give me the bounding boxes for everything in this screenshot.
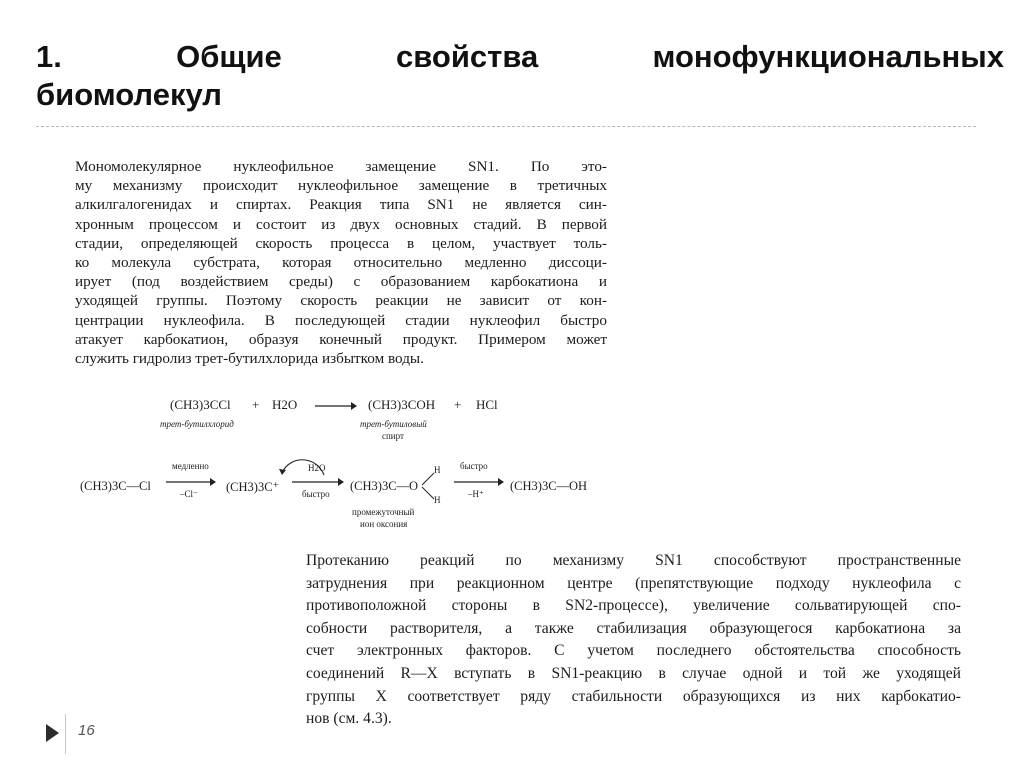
water-label: H2O [308, 463, 326, 473]
product-label: спирт [382, 431, 404, 441]
scanned-paragraph-top [75, 157, 607, 368]
slow-arrow [166, 477, 216, 487]
title-word: 1. [36, 39, 62, 74]
title-word: монофункциональных [652, 39, 1004, 74]
reactant-formula: (CH3)3CCl [170, 397, 231, 412]
text-line: му механизму происходит нуклеофильное замещение в третичных [75, 177, 607, 195]
text-line: соединений R—X вступать в SN1-реакцию в случае одной и той же уходящей [306, 664, 961, 682]
text-line: нов (см. 4.3). [306, 710, 392, 728]
product-label: трет-бутиловый [360, 419, 427, 429]
substrate-formula: (CH3)3C—Cl [80, 479, 151, 493]
fast-arrow [292, 477, 344, 487]
text-line: Протеканию реакций по механизму SN1 способствуют пространственные [306, 552, 961, 569]
title-word: Общие [176, 39, 282, 74]
page-number: 16 [78, 722, 95, 739]
text-line: уходящей группы. Поэтому скорость реакции не зависит от кон- [75, 292, 607, 310]
scanned-paragraph-bottom [306, 550, 961, 731]
text-line: хронным процессом и состоит из двух основных стадий. В первой [75, 215, 607, 233]
hydrogen-bottom: H [434, 495, 441, 505]
title-line-2: биомолекул [36, 77, 222, 112]
text-line: группы X соответствует ряду стабильности образующихся из них карбокатио- [306, 687, 961, 705]
next-slide-arrow-icon[interactable] [46, 724, 59, 742]
plus-sign: + [454, 397, 462, 412]
intermediate-label: ион оксония [360, 519, 408, 529]
reactant-label: трет-бутилхлорид [160, 419, 234, 429]
title-word: свойства [396, 39, 539, 74]
hydrolysis-equation [160, 395, 520, 445]
text-line: собности растворителя, а также стабилизация образующегося карбокатиона за [306, 619, 961, 637]
plus-sign: + [252, 397, 260, 412]
text-line: противоположной стороны в SN2-процессе), увеличение сольватирующей спо- [306, 597, 961, 615]
leaving-chloride: –Cl⁻ [180, 489, 198, 499]
hydrogen-top: H [434, 465, 441, 475]
water-formula: H2O [272, 397, 298, 412]
acid-formula: HCl [476, 397, 498, 412]
title-line-1 [36, 38, 1004, 76]
text-line: ко молекула субстрата, которая относительно медленно диссоци- [75, 254, 607, 272]
oxonium-bonds [420, 469, 436, 503]
oxonium-formula: (CH3)3C—O [350, 479, 419, 493]
text-line: Мономолекулярное нуклеофильное замещение SN1. По это- [75, 158, 607, 175]
deprotonation-arrow [454, 477, 504, 487]
alcohol-formula: (CH3)3C—OH [510, 479, 588, 493]
product-formula: (CH3)3COH [368, 397, 436, 412]
fast-label: быстро [302, 489, 330, 499]
reaction-arrow [315, 401, 357, 411]
title-divider [36, 126, 976, 127]
slow-label: медленно [172, 461, 209, 471]
sn1-mechanism-scheme [80, 455, 620, 535]
intermediate-label: промежуточный [352, 507, 415, 517]
text-line: центрации нуклеофила. В последующей стадии нуклеофил быстро [75, 311, 607, 329]
text-line: служить гидролиз трет-бутилхлорида избытком воды. [75, 350, 424, 368]
text-line: затруднения при реакционном центре (препятствующие подходу нуклеофила с [306, 574, 961, 592]
fast-label: быстро [460, 461, 488, 471]
text-line: алкилгалогенидах и спиртах. Реакция типа SN1 не является син- [75, 196, 607, 214]
text-line: ирует (под воздействием среды) с образованием карбокатиона и [75, 273, 607, 291]
leaving-proton: –H⁺ [468, 489, 484, 499]
text-line: атакует карбокатион, образуя конечный продукт. Примером может [75, 330, 607, 348]
text-line: счет электронных факторов. С учетом последнего обстоятельства способность [306, 642, 961, 660]
footer-divider [65, 714, 66, 754]
text-line: стадии, определяющей скорость процесса в целом, участвует толь- [75, 234, 607, 252]
carbocation-formula: (CH3)3C⁺ [226, 480, 280, 494]
